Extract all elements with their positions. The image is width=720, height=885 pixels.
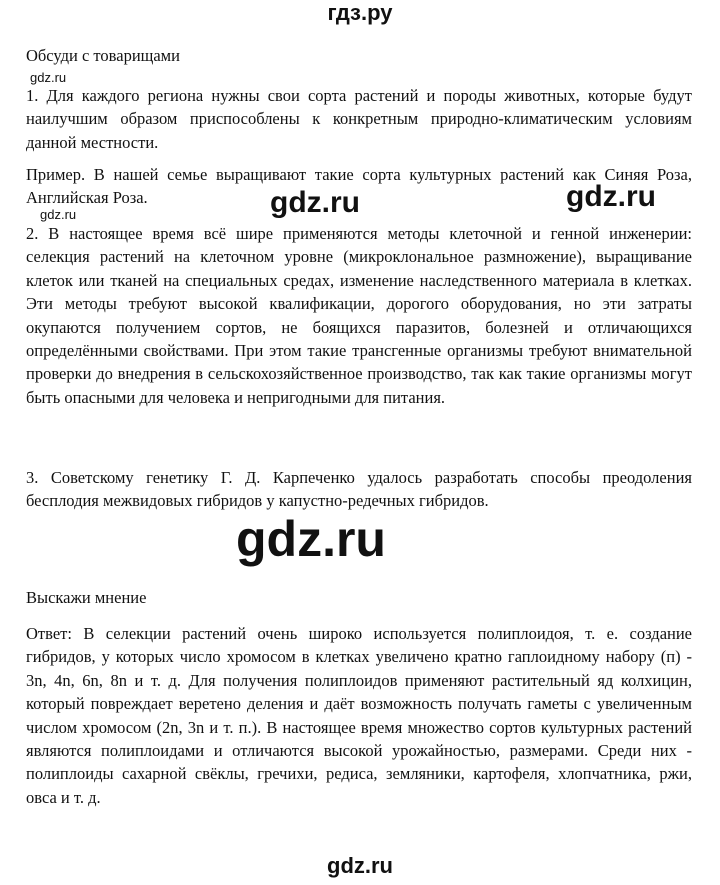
watermark-small: gdz.ru [30,70,67,85]
paragraph-2: 2. В настоящее время всё шире применяются методы клеточной и генной инженерии: селекция растений на клеточном уровне (микроклональное размножение), выращивание клеток или тканей на специальных средах, изменение наследственного материала в клетках. Эти методы требуют высокой квалификации, дорогого оборудования, но эти затраты окупаются получением сортов, не боящихся паразитов, болезней и отличающихся определёнными свойствами. При этом такие трансгенные организмы требуют внимательной проверки до внедрения в сельскохозяйственное производство, так как такие организмы могут быть опасными для человека и непригодными для питания. [26,224,692,407]
site-header: гдз.ру [327,0,393,25]
watermark-medium: gdz.ru [270,186,360,219]
site-footer: gdz.ru [327,853,393,878]
paragraph-3: 3. Советскому генетику Г. Д. Карпеченко удалось разработать способы преодоления бесплодия межвидовых гибридов у капустно-редечных гибридов. [26,468,692,511]
watermark-medium-right: gdz.ru [566,180,656,213]
section-heading-discuss: Обсуди с товарищами [26,46,180,65]
section-heading-opinion: Выскажи мнение [26,588,147,607]
paragraph-1: 1. Для каждого региона нужны свои сорта растений и породы животных, которые будут наилучшим образом приспособлены к конкретным природно-климатическим условиям данной местности. [26,86,692,152]
watermark-small: gdz.ru [40,207,77,222]
answer-paragraph: Ответ: В селекции растений очень широко используется полиплоидоя, т. е. создание гибридов, у которых число хромосом в клетках увеличено кратно гаплоидному набору (п) - 3n, 4n, 6n, 8n и т. д. Для получения полиплоидов применяют растительный яд колхицин, который повреждает веретено деления и даёт возможность получать гаметы с увеличенным числом хромосом (2n, 3n и т. п.). В настоящее время множество сортов культурных растений являются полиплоидами и отличаются высокой урожайностью, размерами. Среди них - полиплоиды сахарной свёклы, гречихи, редиса, земляники, картофеля, хлопчатника, ржи, овса и т. д. [26,624,692,807]
watermark-large: gdz.ru [236,511,386,567]
paragraph-example: Пример. В нашей семье выращивают такие сорта культурных растений как Синяя Роза, Английская Роза. [26,165,692,208]
